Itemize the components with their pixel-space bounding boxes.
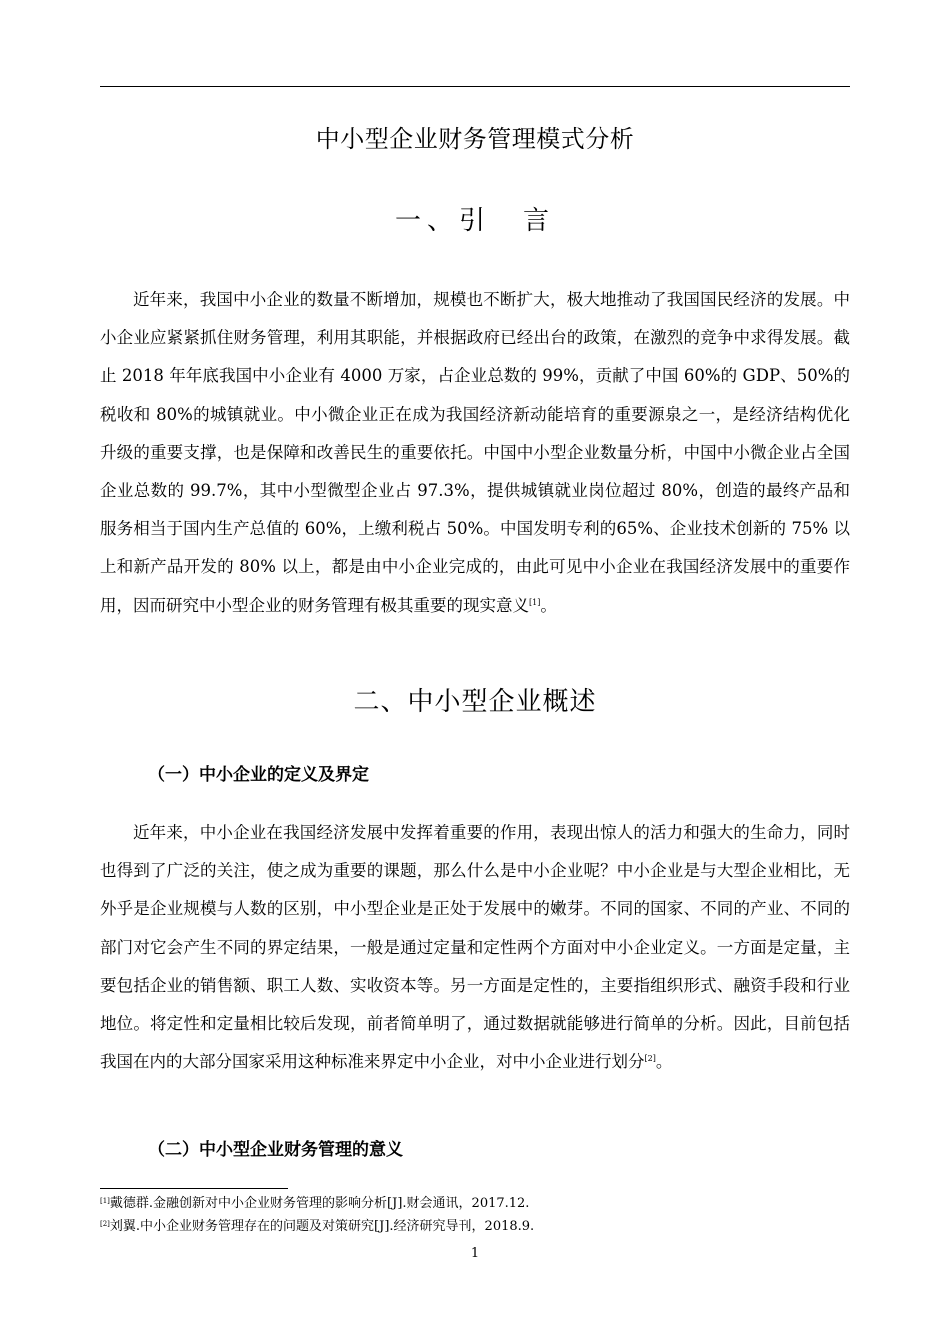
document-title: 中小型企业财务管理模式分析	[315, 125, 635, 153]
introduction-paragraph	[100, 281, 850, 625]
definition-paragraph	[100, 814, 850, 1081]
footnote-mark: [1]	[100, 1197, 110, 1205]
page-number: 1	[470, 1246, 480, 1261]
paragraph-text: 近年来，中小企业在我国经济发展中发挥着重要的作用，表现出惊人的活力和强大的生命力，同时也得到了广泛的关注，使之成为重要的课题，那么什么是中小企业呢？中小企业是与大型企业相比，无外乎是企业规模与人数的区别，中小型企业是正处于发展中的嫩芽。不同的国家、不同的产业、不同的部门对它会产生不同的界定结果，一般是通过定量和定性两个方面对中小企业定义。一方面是定量，主要包括企业的销售额、职工人数、实收资本等。另一方面是定性的，主要指组织形式、融资手段和行业地位。将定性和定量相比较后发现，前者简单明了，通过数据就能够进行简单的分析。因此，目前包括我国在内的大部分国家采用这种标准来界定中小企业，对中小企业进行划分	[100, 823, 850, 1072]
footnote-mark: [2]	[100, 1220, 110, 1228]
section-heading-introduction: 一、引 言	[394, 206, 555, 236]
footnote-reference: [1]	[529, 597, 541, 607]
paragraph-end: 。	[540, 595, 557, 615]
footnote-text: 戴德群.金融创新对中小企业财务管理的影响分析[J].财会通讯，2017.12.	[109, 1196, 530, 1211]
footnotes	[100, 1191, 850, 1237]
footnote-item	[100, 1214, 850, 1237]
subsection-heading-definition: （一）中小企业的定义及界定	[148, 765, 369, 785]
footnote-item	[100, 1191, 850, 1214]
header-rule	[100, 86, 850, 87]
section-heading-overview: 二、中小型企业概述	[353, 687, 597, 717]
footnote-separator	[100, 1188, 288, 1189]
footnote-text: 刘翼.中小企业财务管理存在的问题及对策研究[J].经济研究导刊，2018.9.	[109, 1219, 535, 1234]
subsection-heading-significance: （二）中小型企业财务管理的意义	[148, 1140, 403, 1160]
paragraph-text: 近年来，我国中小企业的数量不断增加，规模也不断扩大，极大地推动了我国国民经济的发展。中小企业应紧紧抓住财务管理，利用其职能，并根据政府已经出台的政策，在激烈的竞争中求得发展。截止 2018 年年底我国中小企业有 4000 万家，占企业总数的 99%，贡献了中国 60%的 GDP、50%的税收和 80%的城镇就业。中小微企业正在成为我国经济新动能培育的重要源泉之一，是经济结构优化升级的重要支撑，也是保障和改善民生的重要依托。中国中小型企业数量分析，中国中小微企业占全国企业总数的 99.7%，其中小型微型企业占 97.3%，提供城镇就业岗位超过 80%，创造的最终产品和服务相当于国内生产总值的 60%，上缴利税占 50%。中国发明专利的65%、企业技术创新的 75% 以上和新产品开发的 80% 以上，都是由中小企业完成的，由此可见中小企业在我国经济发展中的重要作用，因而研究中小型企业的财务管理有极其重要的现实意义	[100, 290, 850, 615]
paragraph-end: 。	[655, 1052, 673, 1072]
footnote-reference: [2]	[644, 1054, 656, 1064]
